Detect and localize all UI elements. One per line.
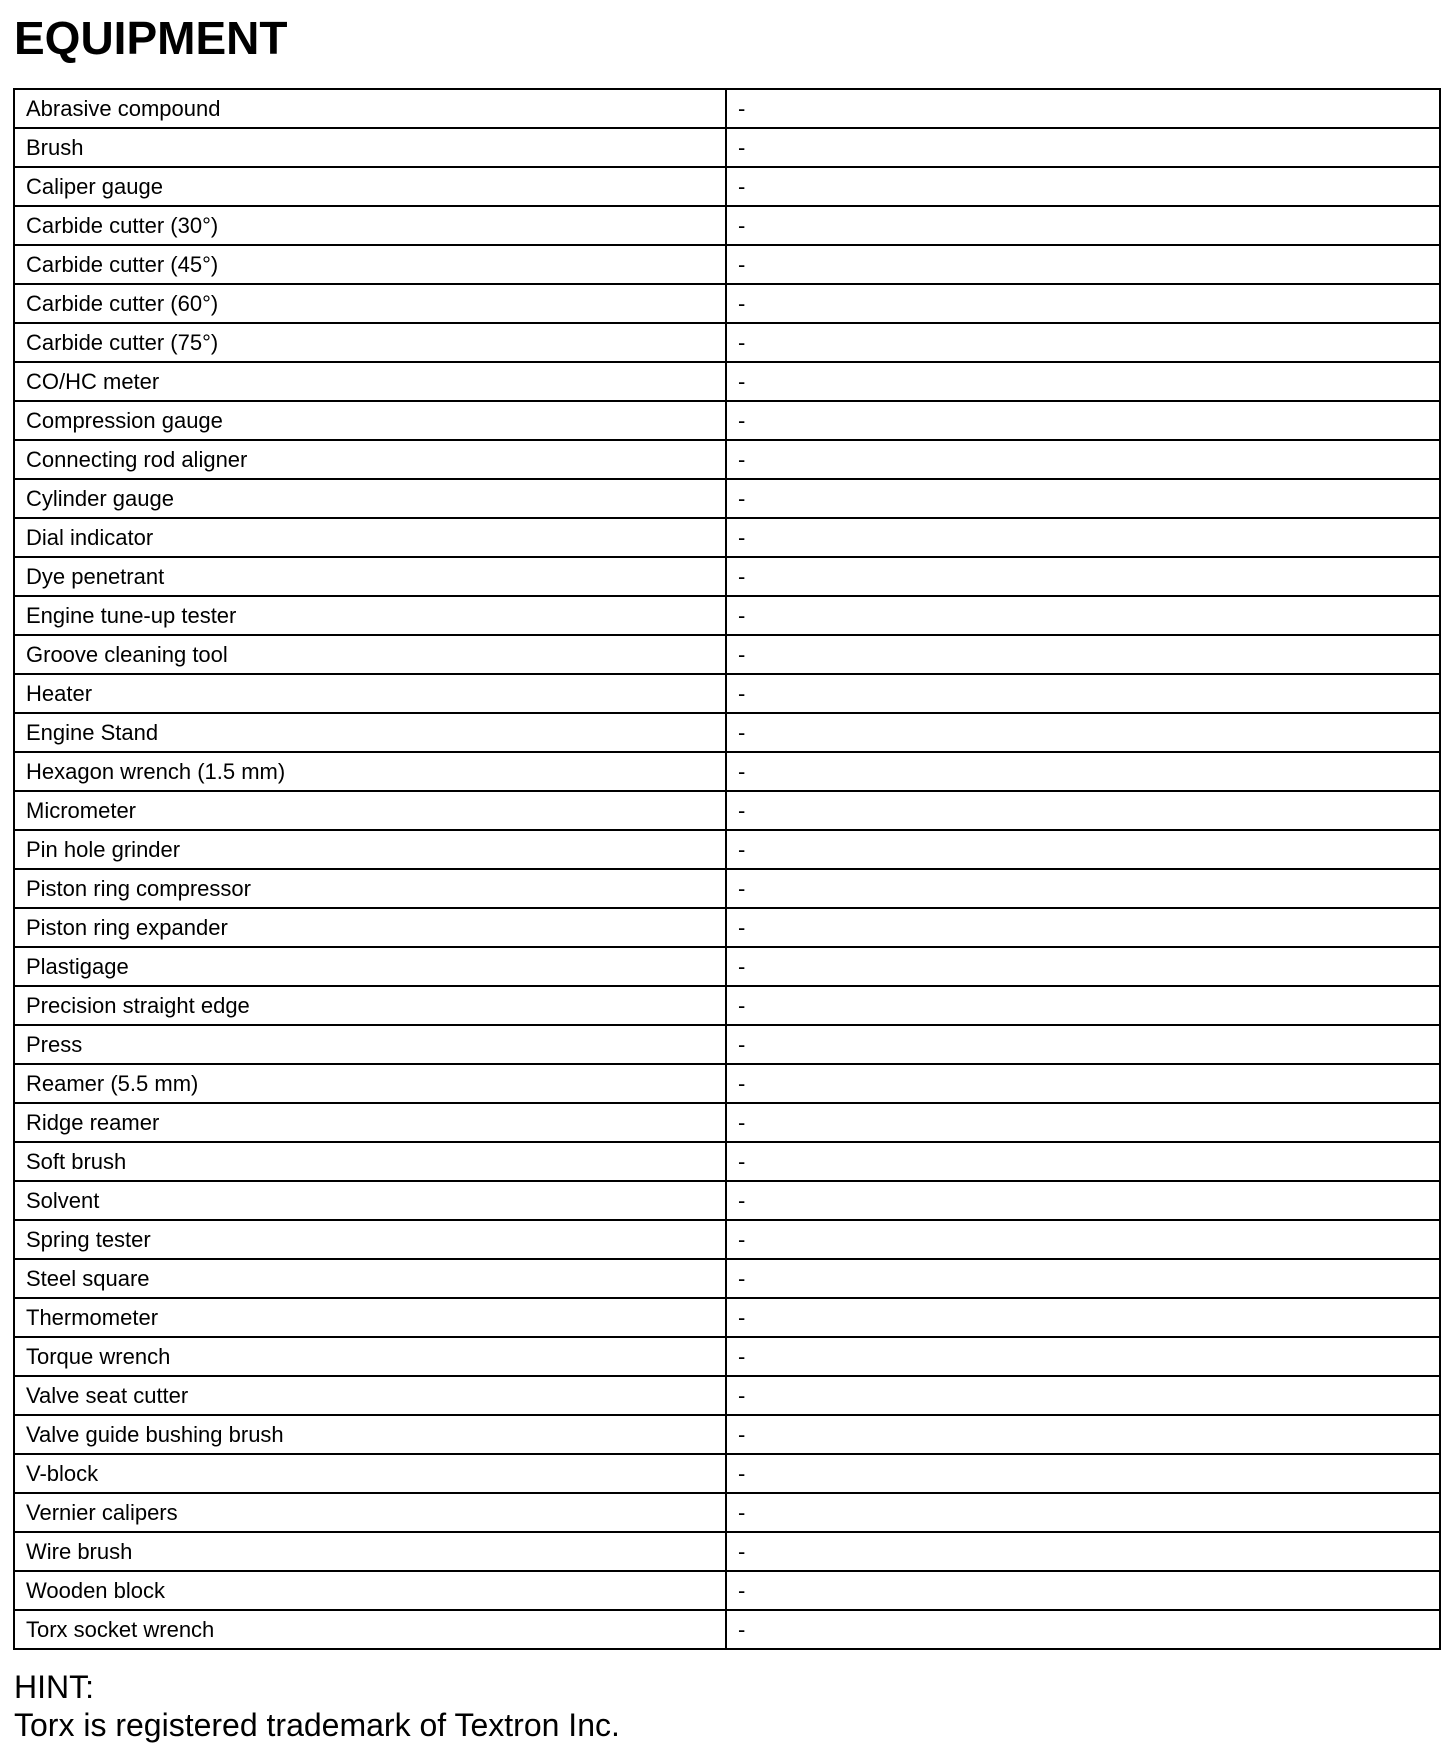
equipment-table-body (14, 89, 1440, 1649)
equipment-name-cell: Groove cleaning tool (14, 635, 726, 674)
equipment-value-cell: - (726, 245, 1440, 284)
table-row (14, 908, 1440, 947)
equipment-name-cell: Steel square (14, 1259, 726, 1298)
equipment-value-cell: - (726, 1493, 1440, 1532)
equipment-value-cell: - (726, 986, 1440, 1025)
equipment-value-cell: - (726, 401, 1440, 440)
table-row (14, 752, 1440, 791)
table-row (14, 1220, 1440, 1259)
table-row (14, 986, 1440, 1025)
equipment-value-cell: - (726, 1610, 1440, 1649)
equipment-value-cell: - (726, 1337, 1440, 1376)
equipment-value-cell: - (726, 1142, 1440, 1181)
table-row (14, 1532, 1440, 1571)
equipment-value-cell: - (726, 1454, 1440, 1493)
equipment-name-cell: Torque wrench (14, 1337, 726, 1376)
table-row (14, 674, 1440, 713)
equipment-value-cell: - (726, 557, 1440, 596)
equipment-name-cell: Soft brush (14, 1142, 726, 1181)
hint-text: Torx is registered trademark of Textron Inc. (14, 1707, 620, 1743)
table-row (14, 791, 1440, 830)
equipment-value-cell: - (726, 1103, 1440, 1142)
table-row (14, 323, 1440, 362)
equipment-name-cell: Carbide cutter (60°) (14, 284, 726, 323)
equipment-value-cell: - (726, 635, 1440, 674)
table-row (14, 1415, 1440, 1454)
hint-note (14, 1668, 620, 1744)
equipment-value-cell: - (726, 1532, 1440, 1571)
equipment-name-cell: Reamer (5.5 mm) (14, 1064, 726, 1103)
table-row (14, 1337, 1440, 1376)
equipment-name-cell: Ridge reamer (14, 1103, 726, 1142)
table-row (14, 89, 1440, 128)
equipment-value-cell: - (726, 128, 1440, 167)
table-row (14, 401, 1440, 440)
equipment-value-cell: - (726, 1181, 1440, 1220)
equipment-name-cell: Wire brush (14, 1532, 726, 1571)
page-title: EQUIPMENT (14, 12, 288, 64)
equipment-name-cell: Precision straight edge (14, 986, 726, 1025)
equipment-value-cell: - (726, 89, 1440, 128)
equipment-value-cell: - (726, 440, 1440, 479)
equipment-value-cell: - (726, 323, 1440, 362)
hint-heading: HINT: (14, 1669, 94, 1705)
table-row (14, 635, 1440, 674)
equipment-name-cell: V-block (14, 1454, 726, 1493)
equipment-name-cell: Compression gauge (14, 401, 726, 440)
table-row (14, 1298, 1440, 1337)
table-row (14, 284, 1440, 323)
equipment-name-cell: Piston ring expander (14, 908, 726, 947)
equipment-name-cell: Valve seat cutter (14, 1376, 726, 1415)
table-row (14, 1064, 1440, 1103)
table-row (14, 362, 1440, 401)
equipment-value-cell: - (726, 752, 1440, 791)
equipment-name-cell: Solvent (14, 1181, 726, 1220)
equipment-value-cell: - (726, 791, 1440, 830)
equipment-name-cell: Abrasive compound (14, 89, 726, 128)
table-row (14, 1142, 1440, 1181)
equipment-name-cell: CO/HC meter (14, 362, 726, 401)
table-row (14, 1259, 1440, 1298)
equipment-name-cell: Spring tester (14, 1220, 726, 1259)
equipment-value-cell: - (726, 1259, 1440, 1298)
table-row (14, 167, 1440, 206)
equipment-name-cell: Press (14, 1025, 726, 1064)
table-row (14, 440, 1440, 479)
equipment-name-cell: Plastigage (14, 947, 726, 986)
equipment-value-cell: - (726, 713, 1440, 752)
equipment-value-cell: - (726, 1220, 1440, 1259)
equipment-name-cell: Connecting rod aligner (14, 440, 726, 479)
equipment-value-cell: - (726, 479, 1440, 518)
equipment-value-cell: - (726, 1298, 1440, 1337)
equipment-value-cell: - (726, 947, 1440, 986)
equipment-name-cell: Vernier calipers (14, 1493, 726, 1532)
table-row (14, 869, 1440, 908)
equipment-value-cell: - (726, 1064, 1440, 1103)
equipment-value-cell: - (726, 1571, 1440, 1610)
equipment-name-cell: Dye penetrant (14, 557, 726, 596)
equipment-value-cell: - (726, 1376, 1440, 1415)
equipment-name-cell: Carbide cutter (75°) (14, 323, 726, 362)
table-row (14, 557, 1440, 596)
equipment-value-cell: - (726, 518, 1440, 557)
table-row (14, 830, 1440, 869)
table-row (14, 245, 1440, 284)
equipment-name-cell: Heater (14, 674, 726, 713)
equipment-name-cell: Cylinder gauge (14, 479, 726, 518)
equipment-value-cell: - (726, 362, 1440, 401)
equipment-table (13, 88, 1441, 1650)
table-row (14, 596, 1440, 635)
equipment-name-cell: Torx socket wrench (14, 1610, 726, 1649)
equipment-name-cell: Valve guide bushing brush (14, 1415, 726, 1454)
table-row (14, 206, 1440, 245)
table-row (14, 1025, 1440, 1064)
equipment-name-cell: Carbide cutter (30°) (14, 206, 726, 245)
equipment-name-cell: Piston ring compressor (14, 869, 726, 908)
equipment-value-cell: - (726, 908, 1440, 947)
table-row (14, 128, 1440, 167)
equipment-name-cell: Wooden block (14, 1571, 726, 1610)
equipment-value-cell: - (726, 830, 1440, 869)
equipment-name-cell: Hexagon wrench (1.5 mm) (14, 752, 726, 791)
table-row (14, 1493, 1440, 1532)
equipment-name-cell: Brush (14, 128, 726, 167)
equipment-value-cell: - (726, 167, 1440, 206)
table-row (14, 518, 1440, 557)
equipment-name-cell: Carbide cutter (45°) (14, 245, 726, 284)
equipment-value-cell: - (726, 869, 1440, 908)
equipment-name-cell: Pin hole grinder (14, 830, 726, 869)
equipment-name-cell: Engine Stand (14, 713, 726, 752)
equipment-name-cell: Engine tune-up tester (14, 596, 726, 635)
equipment-value-cell: - (726, 284, 1440, 323)
equipment-value-cell: - (726, 206, 1440, 245)
table-row (14, 1376, 1440, 1415)
table-row (14, 713, 1440, 752)
equipment-value-cell: - (726, 1415, 1440, 1454)
equipment-value-cell: - (726, 1025, 1440, 1064)
equipment-name-cell: Thermometer (14, 1298, 726, 1337)
equipment-value-cell: - (726, 674, 1440, 713)
equipment-name-cell: Micrometer (14, 791, 726, 830)
table-row (14, 947, 1440, 986)
table-row (14, 1454, 1440, 1493)
equipment-name-cell: Caliper gauge (14, 167, 726, 206)
table-row (14, 1181, 1440, 1220)
table-row (14, 1610, 1440, 1649)
table-row (14, 1103, 1440, 1142)
table-row (14, 479, 1440, 518)
table-row (14, 1571, 1440, 1610)
equipment-name-cell: Dial indicator (14, 518, 726, 557)
equipment-value-cell: - (726, 596, 1440, 635)
